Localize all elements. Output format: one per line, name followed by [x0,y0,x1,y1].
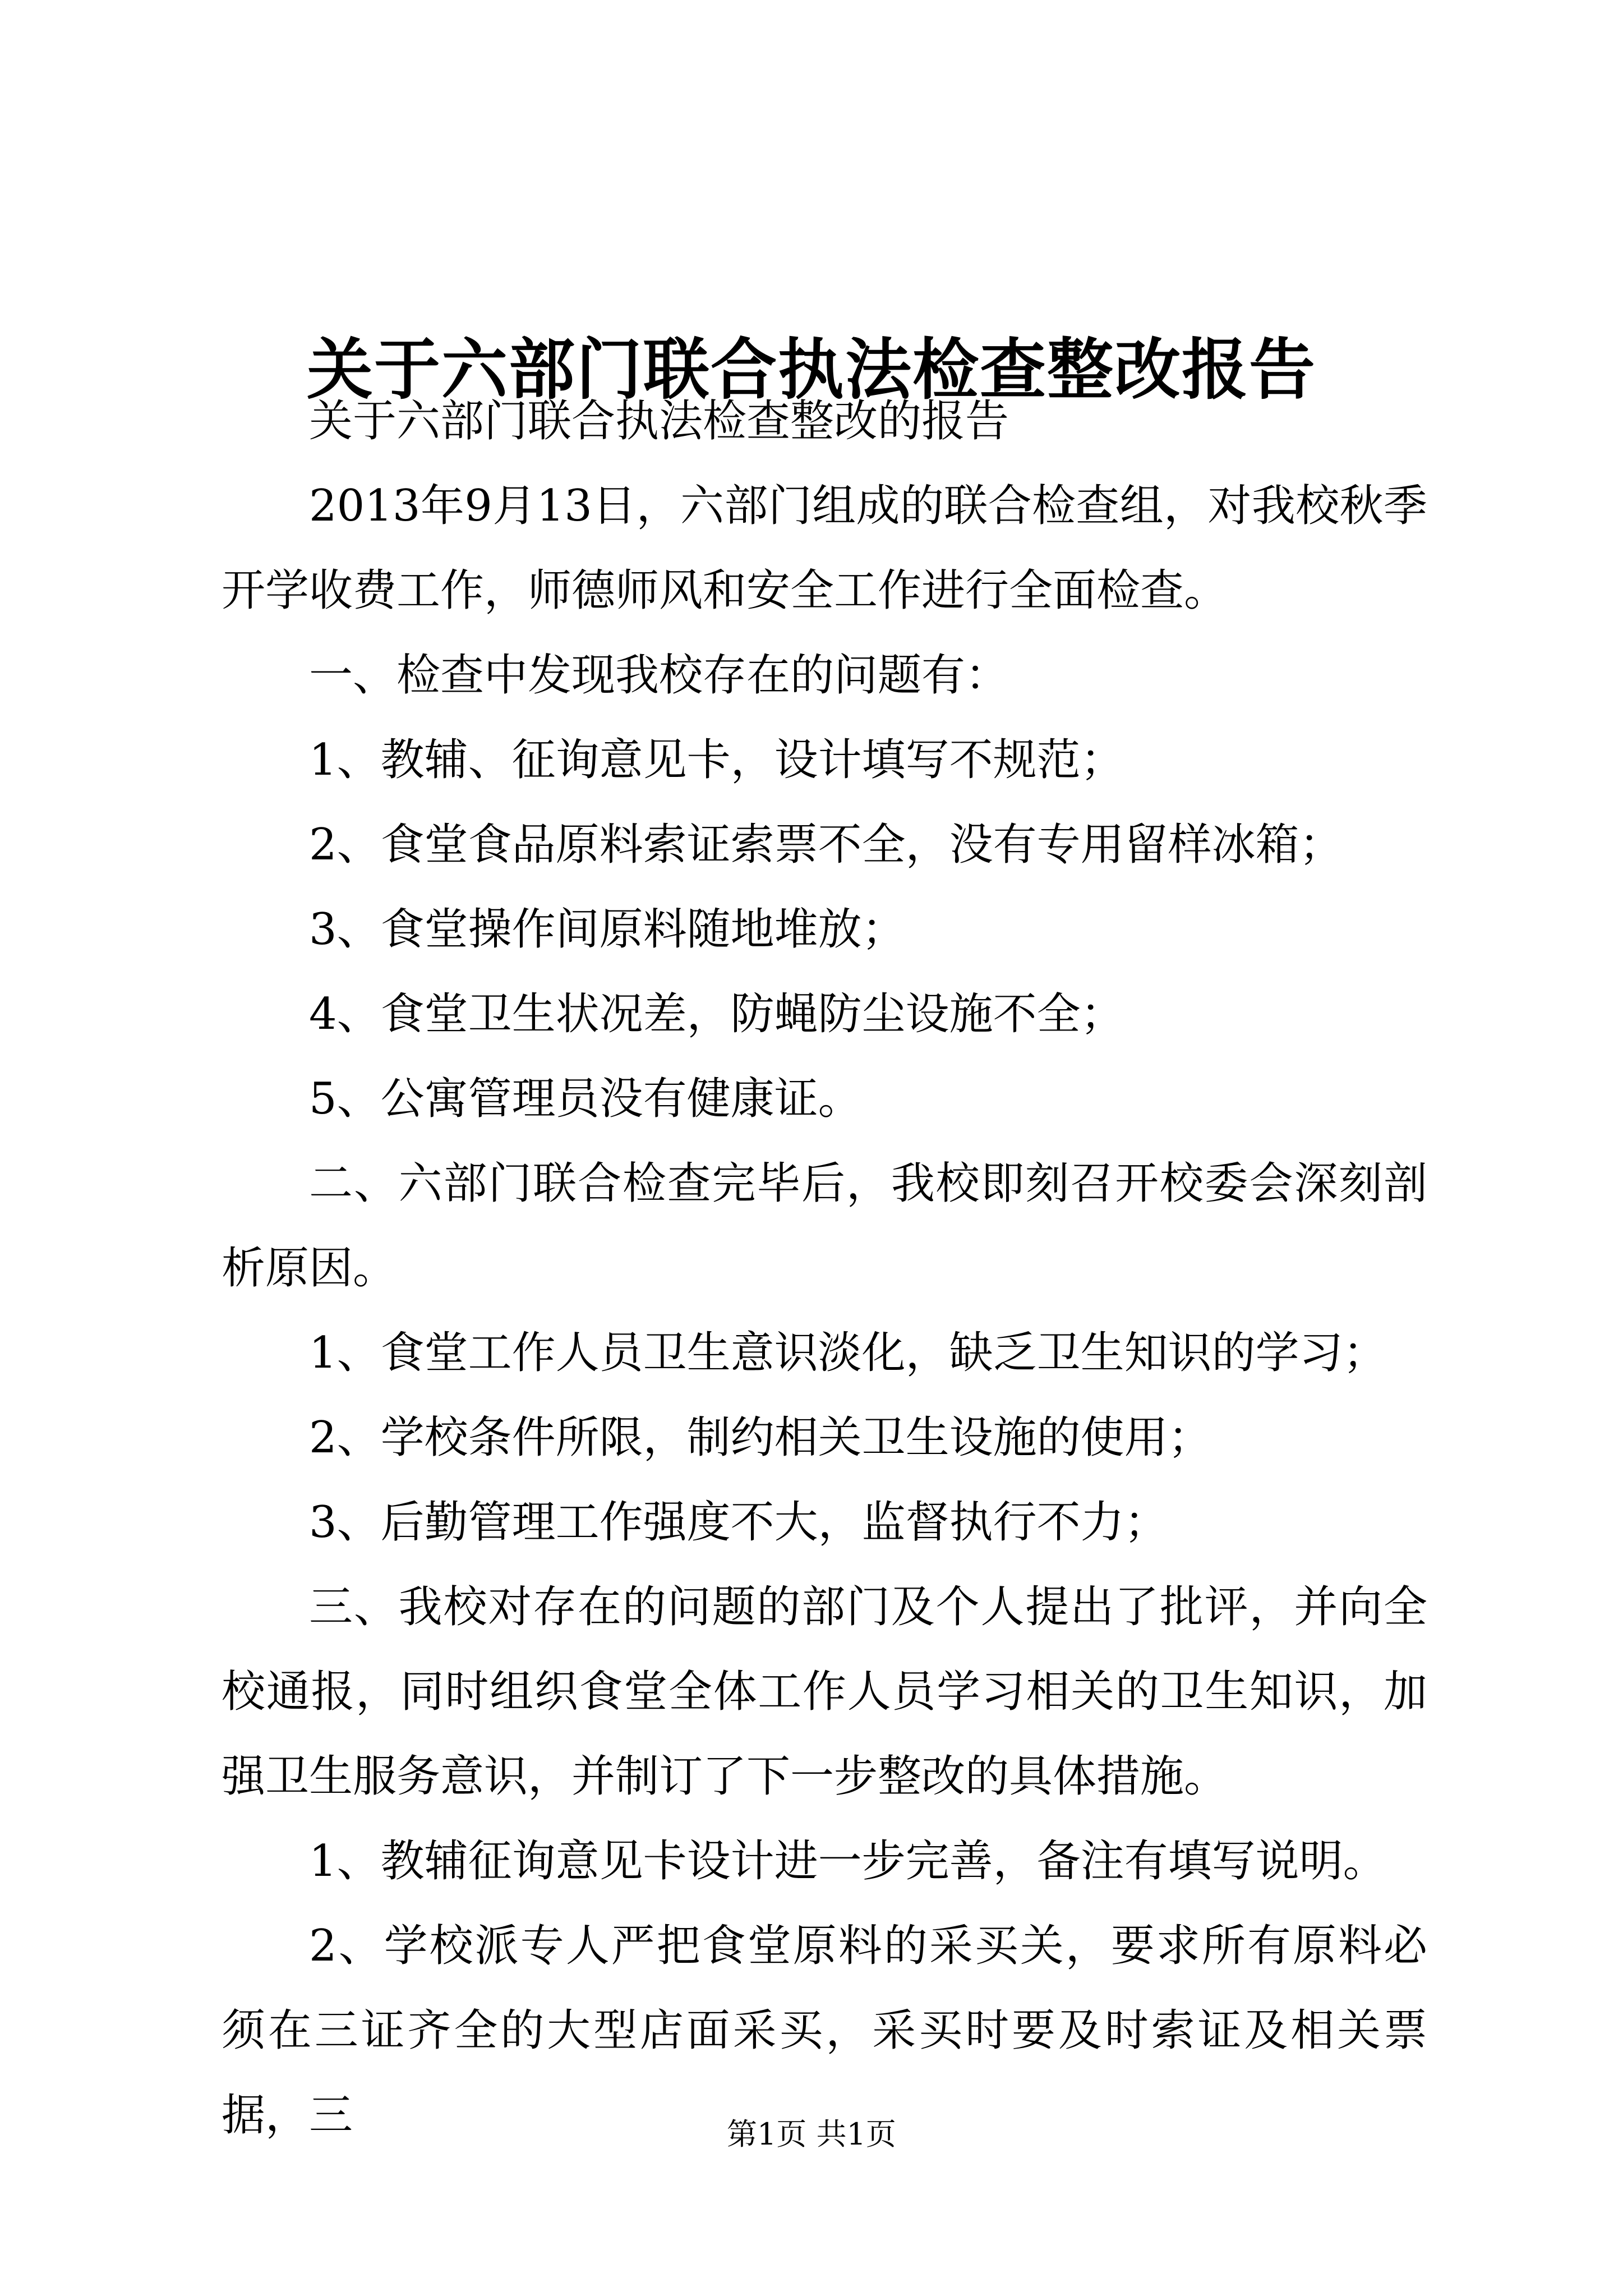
paragraph: 2013年9月13日，六部门组成的联合检查组，对我校秋季开学收费工作，师德师风和安全工作进行全面检查。 [222,481,1427,616]
paragraph: 2、学校派专人严把食堂原料的采买关，要求所有原料必须在三证齐全的大型店面采买，采买时要及时索证及相关票据，三 [222,1921,1427,2141]
paragraph: 三、我校对存在的问题的部门及个人提出了批评，并向全校通报，同时组织食堂全体工作人员学习相关的卫生知识，加强卫生服务意识，并制订了下一步整改的具体措施。 [222,1582,1427,1802]
paragraph: 4、食堂卫生状况差，防蝇防尘设施不全； [309,989,1124,1039]
page-number-footer: 第1页 共1页 [727,2116,896,2152]
paragraph: 二、六部门联合检查完毕后，我校即刻召开校委会深刻剖析原因。 [222,1158,1427,1294]
paragraph: 3、食堂操作间原料随地堆放； [309,904,906,955]
paragraph: 5、公寓管理员没有健康证。 [309,1074,862,1124]
paragraph: 2、学校条件所限，制约相关卫生设施的使用； [309,1412,1212,1463]
paragraph: 2、食堂食品原料索证索票不全，没有专用留样冰箱； [309,820,1343,870]
document-body [222,379,1427,2158]
paragraph: 1、食堂工作人员卫生意识淡化，缺乏卫生知识的学习； [309,1328,1387,1378]
paragraph: 1、教辅征询意见卡设计进一步完善，备注有填写说明。 [309,1836,1387,1887]
paragraph: 一、检查中发现我校存在的问题有： [309,650,1009,701]
paragraph: 关于六部门联合执法检查整改的报告 [309,396,1009,447]
paragraph: 3、后勤管理工作强度不大，监督执行不力； [309,1497,1168,1548]
document-title: 关于六部门联合执法检查整改报告 [306,330,1316,409]
paragraph: 1、教辅、征询意见卡，设计填写不规范； [309,735,1124,785]
